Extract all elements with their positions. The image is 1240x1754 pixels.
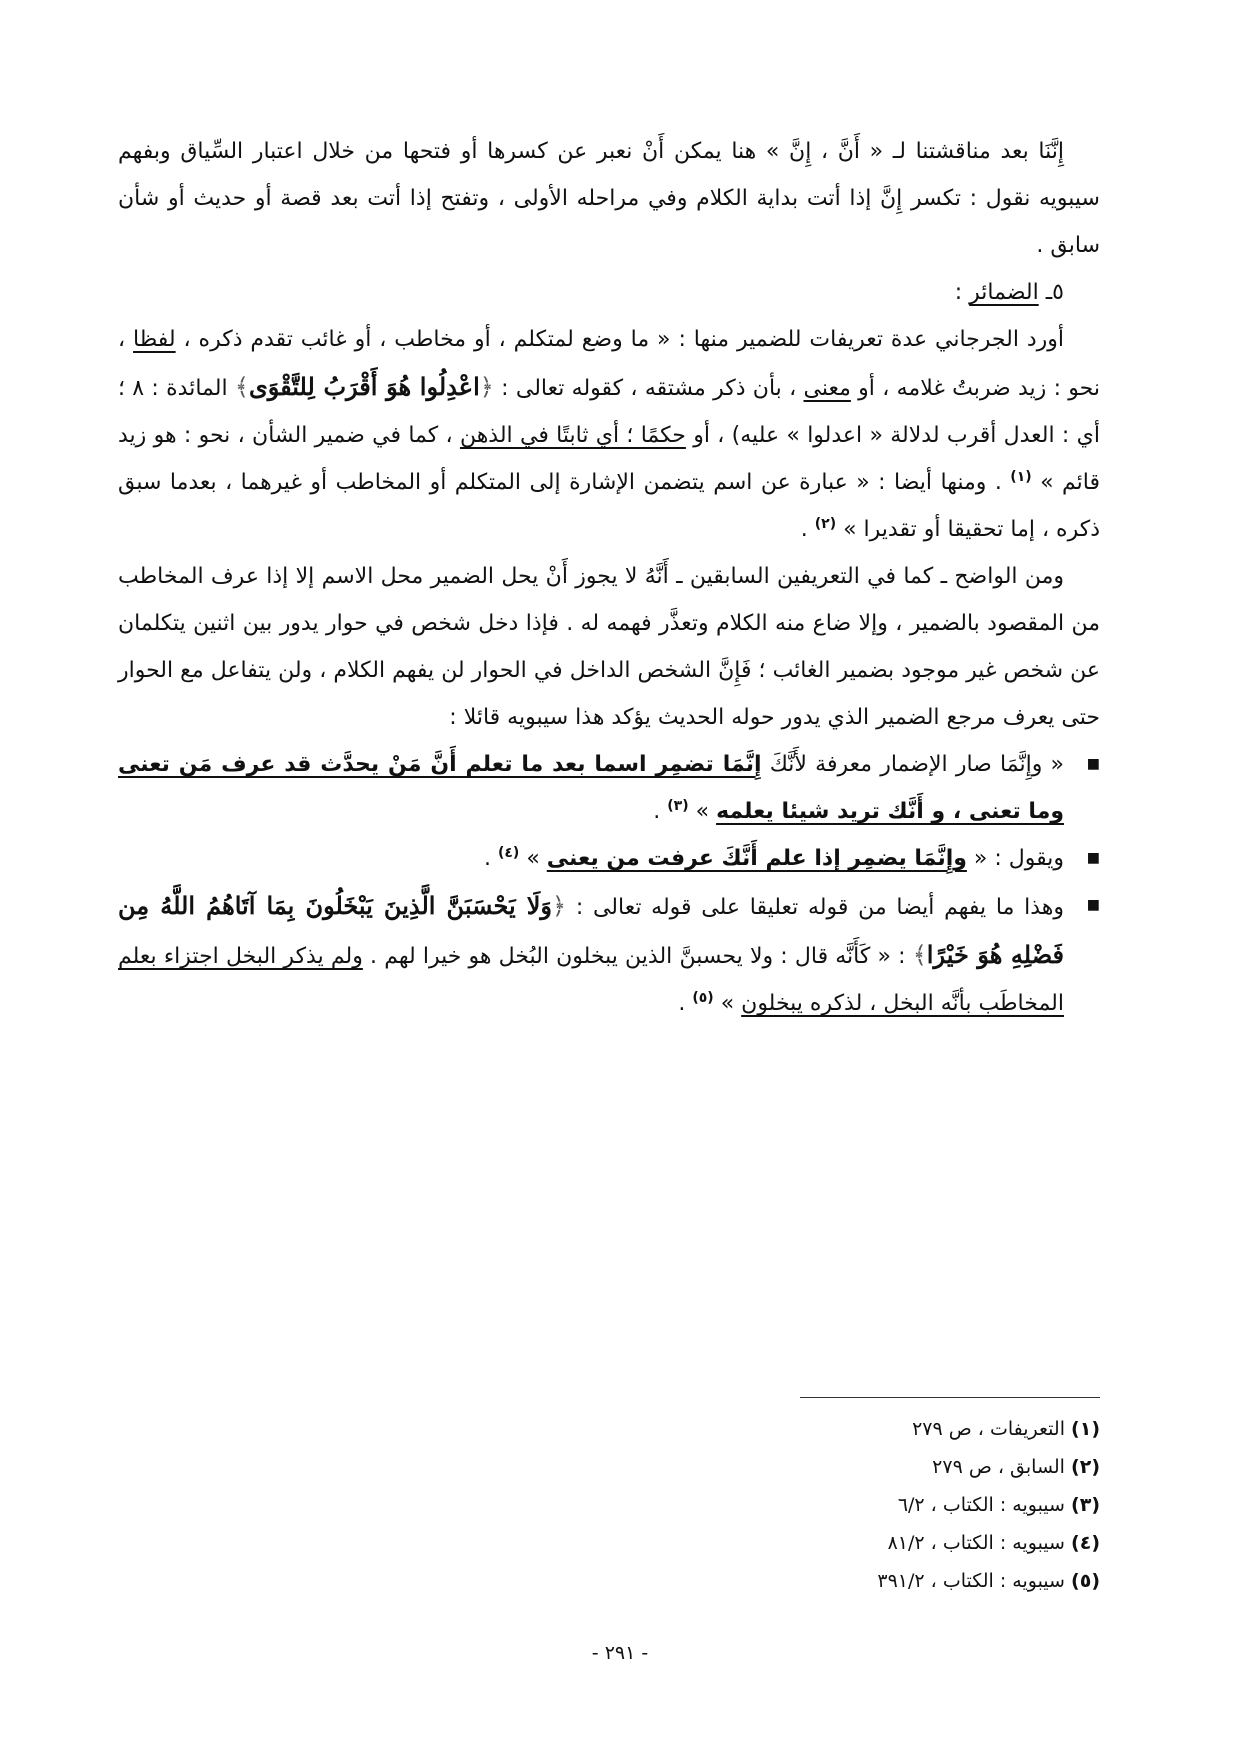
p2-text-7: . bbox=[800, 517, 815, 542]
paragraph-3 bbox=[118, 553, 1100, 741]
quote-3-underline: ولم يذكر البخل اجتزاء بعلم المخاطَب بأنَّه البخل ، لذكره يبخلون bbox=[118, 944, 1064, 1016]
p2-underline-hukman: حكمًا ؛ أي ثابتًا في الذهن bbox=[459, 423, 686, 448]
footnote-1-text: التعريفات ، ص ٢٧٩ bbox=[912, 1418, 1065, 1440]
quote-1-intro: « وإِنَّمَا صار الإضمار معرفة لأَنَّكَ bbox=[761, 752, 1064, 777]
footnote-2-number: (٢) bbox=[1071, 1456, 1100, 1478]
quote-3-dot: . bbox=[678, 991, 693, 1016]
quote-2-bold: وإِنَّمَا يضمِر إذا علم أَنَّكَ عرفت من يعنى bbox=[546, 846, 967, 871]
footnote-ref-5[interactable]: (٥) bbox=[692, 990, 714, 1006]
footnote-3 bbox=[118, 1486, 1100, 1524]
paragraph-1-text: إِنَّنَا بعد مناقشتنا لـ « أَنَّ ، إِنَّ » هنا يمكن أَنْ نعبر عن كسرها أو فتحها من خلال اعتبار السِّياق وبفهم سيبويه نقول : تكسر إِنَّ إذا أتت بداية الكلام وفي مراحله الأولى ، وتفتح إذا أتت بعد قصة أو حديث أو شأن سابق . bbox=[118, 139, 1100, 258]
footnote-ref-1[interactable]: (١) bbox=[1010, 469, 1032, 485]
p2-text-1: أورد الجرجاني عدة تعريفات للضمير منها : « ما وضع لمتكلم ، أو مخاطب ، أو غائب تقدم ذكره ، bbox=[175, 327, 1065, 352]
heading-colon: : bbox=[954, 280, 970, 305]
section-heading bbox=[118, 269, 1100, 316]
p2-text-6: . ومنها أيضا : « عبارة عن اسم يتضمن الإشارة إلى المتكلم أو المخاطب أو غيرهما ، بعدما سبق ذكره ، إما تحقيقا أو تقديرا » bbox=[118, 470, 1100, 542]
quote-3-close: » bbox=[713, 991, 742, 1016]
footnote-5-text: سيبويه : الكتاب ، ٣٩١/٢ bbox=[877, 1570, 1065, 1592]
footnote-4-text: سيبويه : الكتاب ، ٨١/٢ bbox=[887, 1532, 1065, 1554]
quote-3-text: : « كَأَنَّه قال : ولا يحسبنَّ الذين يبخلون البُخل هو خيرا لهم . bbox=[362, 944, 913, 969]
footnote-ref-4[interactable]: (٤) bbox=[497, 845, 520, 861]
p2-text-5: ، كما في ضمير الشأن ، نحو : هو زيد قائم » bbox=[118, 423, 1100, 495]
p2-text-4: المائدة : ٨ ؛ أي : العدل أقرب لدلالة « اعدلوا » عليه) ، أو bbox=[118, 376, 1100, 448]
page-number: - ٢٩١ - bbox=[591, 1642, 649, 1664]
quote-list bbox=[118, 741, 1100, 1027]
p2-text-3: ، بأن ذكر مشتقه ، كقوله تعالى : bbox=[493, 376, 804, 401]
footnote-2-text: السابق ، ص ٢٧٩ bbox=[932, 1456, 1065, 1478]
quote-1-bold: إِنَّمَا تضمِر اسما بعد ما تعلم أَنَّ مَنْ يحدَّث قد عرف مَن تعنى وما تعنى ، و أَنَّك تريد شيئا يعلمه bbox=[118, 752, 1064, 824]
quote-2-intro: ويقول : « bbox=[966, 846, 1064, 871]
footnote-ref-2[interactable]: (٢) bbox=[814, 516, 837, 532]
footnote-4 bbox=[118, 1524, 1100, 1562]
quote-1-close: » bbox=[688, 799, 717, 824]
footnote-2 bbox=[118, 1448, 1100, 1486]
p2-underline-lafzan: لفظا bbox=[133, 327, 176, 352]
paragraph-2 bbox=[118, 316, 1100, 553]
p2-text-2: ، نحو : زيد ضربتُ غلامه ، أو bbox=[118, 327, 1100, 401]
quote-item-1 bbox=[118, 741, 1100, 835]
footnote-1-number: (١) bbox=[1071, 1418, 1100, 1440]
footnote-1 bbox=[118, 1410, 1100, 1448]
footnote-5-number: (٥) bbox=[1071, 1570, 1100, 1592]
footnote-5 bbox=[118, 1562, 1100, 1600]
paragraph-3-text: ومن الواضح ـ كما في التعريفين السابقين ـ أَنَّهُ لا يجوز أَنْ يحل الضمير محل الاسم إلا إذا عرف المخاطب من المقصود بالضمير ، وإلا ضاع منه الكلام وتعذَّر فهمه له . فإذا دخل شخص في حوار يدور بين اثنين يتكلمان عن شخص غير موجود بضمير الغائب ؛ فَإِنَّ الشخص الداخل في الحوار لن يفهم الكلام ، ولن يتفاعل مع الحوار حتى يعرف مرجع الضمير الذي يدور حوله الحديث يؤكد هذا سيبويه قائلا : bbox=[118, 564, 1100, 730]
quote-item-2 bbox=[118, 835, 1100, 882]
quran-verse-1-text: اعْدِلُوا هُوَ أَقْرَبُ لِلتَّقْوَى bbox=[248, 372, 480, 401]
quote-item-3 bbox=[118, 882, 1100, 1027]
quran-verse-1: ﴿اعْدِلُوا هُوَ أَقْرَبُ لِلتَّقْوَى﴾ bbox=[234, 372, 494, 401]
heading-title: الضمائر bbox=[969, 280, 1039, 305]
body-text bbox=[118, 128, 1100, 1027]
paragraph-1 bbox=[118, 128, 1100, 269]
quote-2-dot: . bbox=[483, 846, 498, 871]
footnote-4-number: (٤) bbox=[1071, 1532, 1100, 1554]
heading-number: ٥ـ bbox=[1038, 280, 1064, 305]
footnote-3-number: (٣) bbox=[1071, 1494, 1100, 1516]
footnote-ref-3[interactable]: (٣) bbox=[667, 798, 689, 814]
footnote-separator bbox=[800, 1397, 1100, 1398]
footnotes bbox=[118, 1410, 1100, 1600]
quran-verse-2: ﴿وَلَا يَحْسَبَنَّ الَّذِينَ يَبْخَلُونَ بِمَا آتَاهُمُ اللَّهُ مِن فَضْلِهِ هُوَ خَيْرًا﴾ bbox=[118, 891, 1064, 969]
quote-1-dot: . bbox=[653, 799, 668, 824]
p2-underline-maana: معنى bbox=[803, 376, 851, 401]
quote-2-close: » bbox=[519, 846, 547, 871]
quote-3-intro: وهذا ما يفهم أيضا من قوله تعليقا على قوله تعالى : bbox=[566, 895, 1064, 920]
quran-verse-2-text: وَلَا يَحْسَبَنَّ الَّذِينَ يَبْخَلُونَ بِمَا آتَاهُمُ اللَّهُ مِن فَضْلِهِ هُوَ خَيْرًا bbox=[118, 891, 1064, 969]
footnote-3-text: سيبويه : الكتاب ، ٦/٢ bbox=[897, 1494, 1065, 1516]
